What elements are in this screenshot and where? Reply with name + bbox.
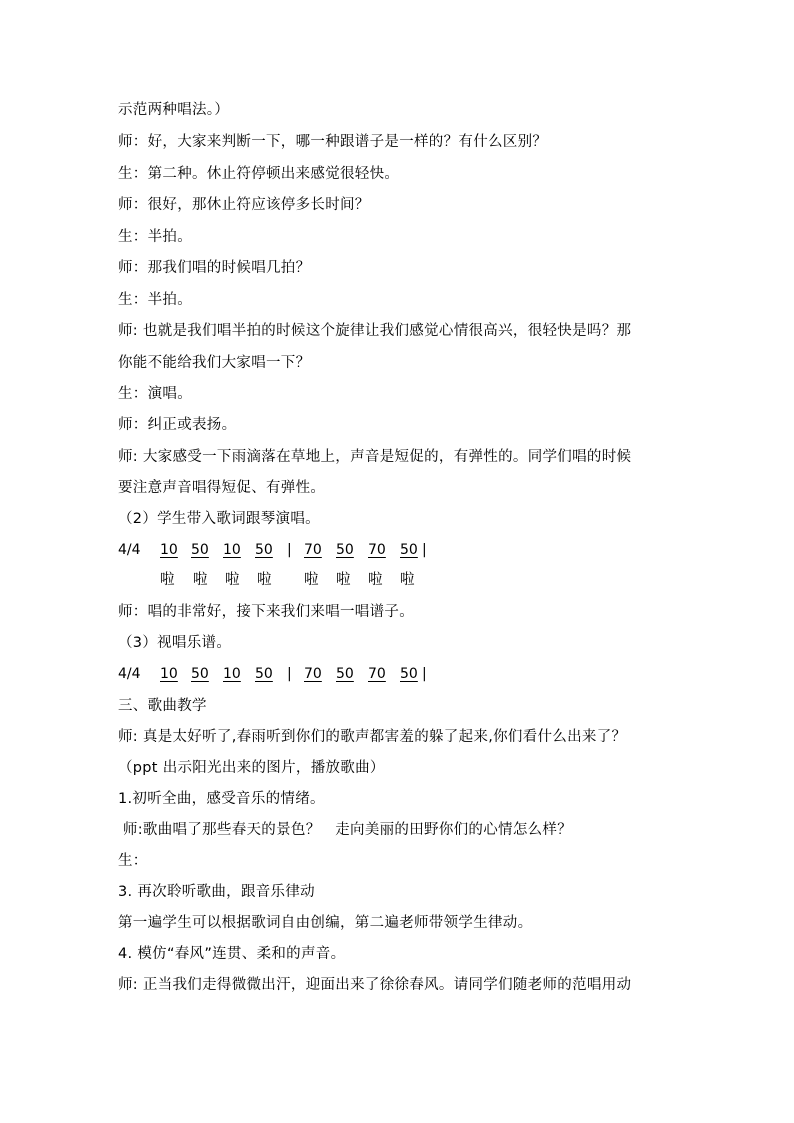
text-line: 师：那我们唱的时候唱几拍？: [118, 260, 311, 276]
bar-line: |: [287, 666, 292, 682]
text-line: （ppt 出示阳光出来的图片，播放歌曲）: [118, 760, 385, 776]
note: 50: [255, 542, 273, 558]
text-line: 师: 真是太好听了,春雨听到你们的歌声都害羞的躲了起来,你们看什么出来了？: [118, 729, 627, 745]
text-line: 示范两种唱法。）: [118, 102, 230, 118]
text-line: 4. 模仿“春风”连贯、柔和的声音。: [118, 946, 346, 962]
text-line: 师: 也就是我们唱半拍的时候这个旋律让我们感觉心情很高兴，很轻快是吗？那: [118, 323, 632, 339]
text-line: 生：半拍。: [118, 292, 192, 308]
text-line: 师：很好，那休止符应该停多长时间？: [118, 197, 370, 213]
meter: 4/4: [118, 542, 141, 558]
text-line: 1.初听全曲，感受音乐的情绪。: [118, 791, 325, 807]
lyric: 啦: [336, 572, 351, 588]
text-line: 师:歌曲唱了那些春天的景色？ 走向美丽的田野你们的心情怎么样？: [118, 822, 573, 838]
note: 70: [368, 666, 386, 682]
note: 50: [400, 666, 418, 682]
text-line: 3. 再次聆听歌曲，跟音乐律动: [118, 884, 315, 900]
lyric: 啦: [193, 572, 208, 588]
note: 50: [400, 542, 418, 558]
text-line: 师：唱的非常好，接下来我们来唱一唱谱子。: [118, 604, 414, 620]
note: 50: [255, 666, 273, 682]
text-line: 要注意声音唱得短促、有弹性。: [118, 480, 326, 496]
text-line: 你能不能给我们大家唱一下？: [118, 355, 311, 371]
bar-line: |: [422, 666, 427, 682]
note: 10: [223, 542, 241, 558]
text-line: 生：演唱。: [118, 386, 192, 402]
note: 70: [304, 542, 322, 558]
text-line: 师：好，大家来判断一下，哪一种跟谱子是一样的？有什么区别？: [118, 134, 548, 150]
section-heading: 三、歌曲教学: [118, 698, 207, 714]
text-line: 师: 正当我们走得微微出汗，迎面出来了徐徐春风。请同学们随老师的范唱用动: [118, 977, 632, 993]
note: 10: [160, 542, 178, 558]
text-line: （3）视唱乐谱。: [118, 635, 232, 651]
note: 50: [191, 542, 209, 558]
meter: 4/4: [118, 666, 141, 682]
text-line: 师：纠正或表扬。: [118, 417, 237, 433]
text-line: 第一遍学生可以根据歌词自由创编，第二遍老师带领学生律动。: [118, 915, 533, 931]
lyric: 啦: [257, 572, 272, 588]
lyric: 啦: [304, 572, 319, 588]
note: 50: [336, 542, 354, 558]
text-line: 师: 大家感受一下雨滴落在草地上，声音是短促的，有弹性的。同学们唱的时候: [118, 449, 632, 465]
note: 10: [160, 666, 178, 682]
lyric: 啦: [225, 572, 240, 588]
note: 50: [191, 666, 209, 682]
text-line: 生：: [118, 853, 148, 869]
note: 50: [336, 666, 354, 682]
lyric: 啦: [400, 572, 415, 588]
lyric: 啦: [160, 572, 175, 588]
bar-line: |: [287, 542, 292, 558]
lyric: 啦: [368, 572, 383, 588]
text-line: （2）学生带入歌词跟琴演唱。: [118, 511, 320, 527]
bar-line: |: [422, 542, 427, 558]
text-line: 生：第二种。休止符停顿出来感觉很轻快。: [118, 166, 400, 182]
text-line: 生：半拍。: [118, 229, 192, 245]
note: 70: [368, 542, 386, 558]
note: 70: [304, 666, 322, 682]
note: 10: [223, 666, 241, 682]
